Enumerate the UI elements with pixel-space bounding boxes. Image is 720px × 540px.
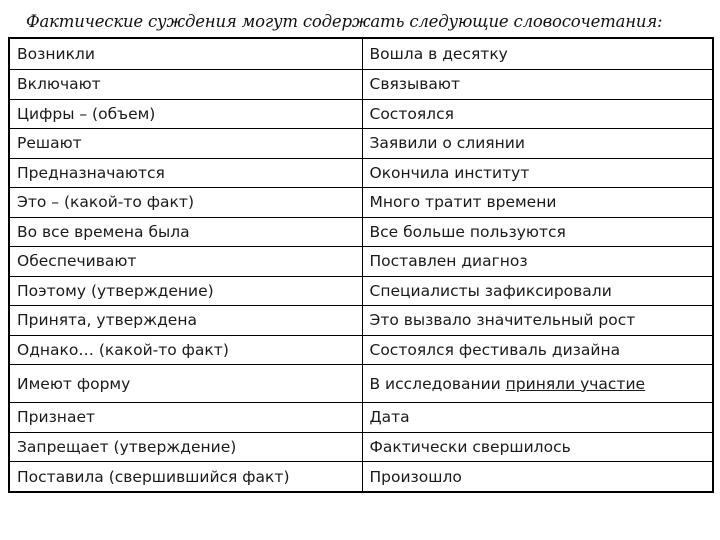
table-cell-right: Вошла в десятку — [362, 38, 713, 70]
table-cell-right: Много тратит времени — [362, 188, 713, 218]
table-row — [9, 432, 713, 462]
table-row — [9, 38, 713, 70]
table-cell-left: Решают — [9, 129, 362, 159]
table-row — [9, 158, 713, 188]
table-cell-left: Поставила (свершившийся факт) — [9, 462, 362, 493]
table-row — [9, 335, 713, 365]
table-row — [9, 129, 713, 159]
table-cell-right: Дата — [362, 403, 713, 433]
table-cell-left: Обеспечивают — [9, 247, 362, 277]
table-cell-left: Возникли — [9, 38, 362, 70]
table-cell-left: Имеют форму — [9, 365, 362, 403]
table-cell-left: Во все времена была — [9, 217, 362, 247]
phrases-table — [8, 37, 714, 493]
table-row — [9, 70, 713, 100]
cell-text: В исследовании — [369, 374, 506, 393]
table-row — [9, 403, 713, 433]
table-cell-right: Состоялся — [362, 99, 713, 129]
table-row — [9, 188, 713, 218]
table-cell-left: Это – (какой-то факт) — [9, 188, 362, 218]
table-cell-right: Фактически свершилось — [362, 432, 713, 462]
table-cell-left: Однако… (какой-то факт) — [9, 335, 362, 365]
table-cell-right: Это вызвало значительный рост — [362, 306, 713, 336]
table-cell-left: Включают — [9, 70, 362, 100]
table-cell-left: Запрещает (утверждение) — [9, 432, 362, 462]
table-row — [9, 99, 713, 129]
table-cell-right: Все больше пользуются — [362, 217, 713, 247]
table-row — [9, 247, 713, 277]
table-cell-left: Принята, утверждена — [9, 306, 362, 336]
table-cell-right: Произошло — [362, 462, 713, 493]
underlined-text: приняли участие — [505, 374, 646, 393]
table-cell-left: Предназначаются — [9, 158, 362, 188]
table-cell-left: Признает — [9, 403, 362, 433]
table-row — [9, 365, 713, 403]
table-cell-right: Специалисты зафиксировали — [362, 276, 713, 306]
table-row — [9, 276, 713, 306]
table-row — [9, 217, 713, 247]
table-cell-right — [362, 365, 713, 403]
table-cell-right: Заявили о слиянии — [362, 129, 713, 159]
table-cell-right: Состоялся фестиваль дизайна — [362, 335, 713, 365]
table-cell-right: Окончила институт — [362, 158, 713, 188]
table-cell-right: Связывают — [362, 70, 713, 100]
table-cell-right: Поставлен диагноз — [362, 247, 713, 277]
page-title: Фактические суждения могут содержать следующие словосочетания: — [26, 12, 663, 31]
table-cell-left: Поэтому (утверждение) — [9, 276, 362, 306]
table-row — [9, 462, 713, 493]
table-cell-left: Цифры – (объем) — [9, 99, 362, 129]
table-row — [9, 306, 713, 336]
